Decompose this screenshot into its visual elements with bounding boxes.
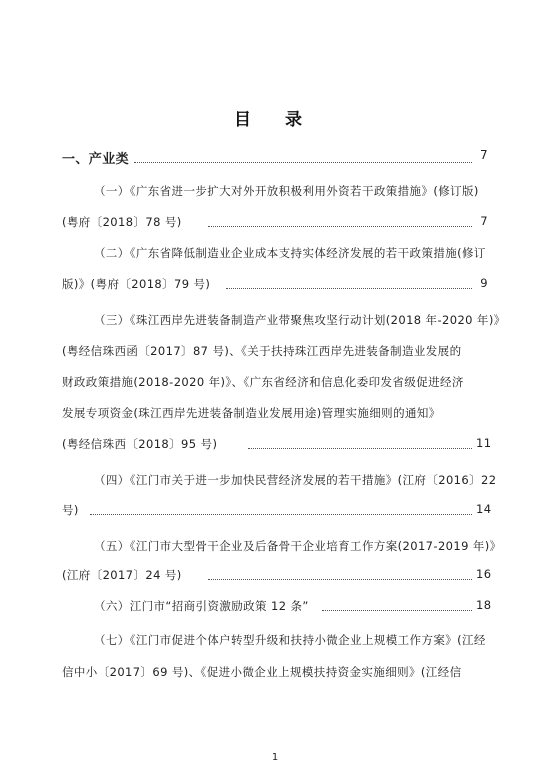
toc-leader (226, 288, 472, 289)
toc-entry-text: (江府〔2017〕24 号) (62, 568, 182, 582)
toc-entry-line[interactable] (0, 536, 550, 558)
toc-entry-line[interactable] (0, 274, 550, 296)
toc-entry-text: （七）《江门市促进个体户转型升级和扶持小微企业上规模工作方案》(江经 (94, 633, 486, 647)
page-number-footer: 1 (271, 752, 279, 763)
toc-leader (134, 162, 472, 163)
toc-entry-text: （二）《广东省降低制造业企业成本支持实体经济发展的若干政策措施(修订 (94, 246, 486, 260)
toc-page-number: 11 (476, 436, 492, 450)
toc-entry-text: (粤经信珠西函〔2017〕87 号)、《关于扶持珠江西岸先进装备制造业发展的 (62, 344, 462, 358)
toc-page-number: 18 (476, 598, 492, 612)
toc-entry-line[interactable] (0, 662, 550, 684)
toc-page-number: 7 (480, 214, 488, 228)
toc-entry-text: （三）《珠江西岸先进装备制造产业带聚焦攻坚行动计划(2018 年-2020 年)》 (94, 313, 506, 327)
toc-entry-text: （四）《江门市关于进一步加快民营经济发展的若干措施》(江府〔2016〕22 (94, 473, 497, 487)
toc-entry-line[interactable] (0, 403, 550, 425)
toc-entry-text: 版)》(粤府〔2018〕79 号) (62, 277, 211, 291)
toc-entry-line[interactable] (0, 470, 550, 492)
toc-entry-text: （六）江门市“招商引资激励政策 12 条” (94, 599, 309, 613)
toc-title: 目 录 (234, 110, 316, 130)
toc-entry-line[interactable] (0, 434, 550, 456)
toc-entry-text: （一）《广东省进一步扩大对外开放积极利用外资若干政策措施》(修订版) (94, 184, 479, 198)
toc-category-row[interactable] (0, 148, 550, 170)
toc-page-number: 16 (476, 567, 492, 581)
toc-page-number: 14 (476, 502, 492, 516)
toc-entry-line[interactable] (0, 596, 550, 618)
toc-entry-line[interactable] (0, 243, 550, 265)
toc-entry-line[interactable] (0, 372, 550, 394)
toc-leader (90, 514, 472, 515)
toc-entry-line[interactable] (0, 500, 550, 522)
toc-category-label: 一、产业类 (62, 152, 130, 167)
toc-entry-line[interactable] (0, 310, 550, 332)
toc-entry-line[interactable] (0, 630, 550, 652)
toc-leader (322, 610, 472, 611)
toc-entry-text: 号) (62, 503, 79, 517)
toc-entry-line[interactable] (0, 181, 550, 203)
toc-page-number: 7 (479, 148, 488, 162)
toc-entry-text: 信中小〔2017〕69 号)、《促进小微企业上规模扶持资金实施细则》(江经信 (62, 665, 462, 679)
toc-page-number: 9 (480, 276, 488, 290)
toc-entry-text: 发展专项资金(珠江西岸先进装备制造业发展用途)管理实施细则的通知》 (62, 406, 441, 420)
toc-entry-text: （五）《江门市大型骨干企业及后备骨干企业培育工作方案(2017-2019 年)》 (94, 539, 502, 553)
toc-entry-text: (粤府〔2018〕78 号) (62, 215, 182, 229)
toc-entry-line[interactable] (0, 212, 550, 234)
toc-entry-text: (粤经信珠西〔2018〕95 号) (62, 437, 218, 451)
toc-entry-line[interactable] (0, 341, 550, 363)
toc-leader (208, 579, 472, 580)
toc-leader (208, 226, 472, 227)
toc-entry-line[interactable] (0, 565, 550, 587)
toc-leader (248, 448, 472, 449)
toc-entry-text: 财政政策措施(2018-2020 年)》、《广东省经济和信息化委印发省级促进经济 (62, 375, 464, 389)
